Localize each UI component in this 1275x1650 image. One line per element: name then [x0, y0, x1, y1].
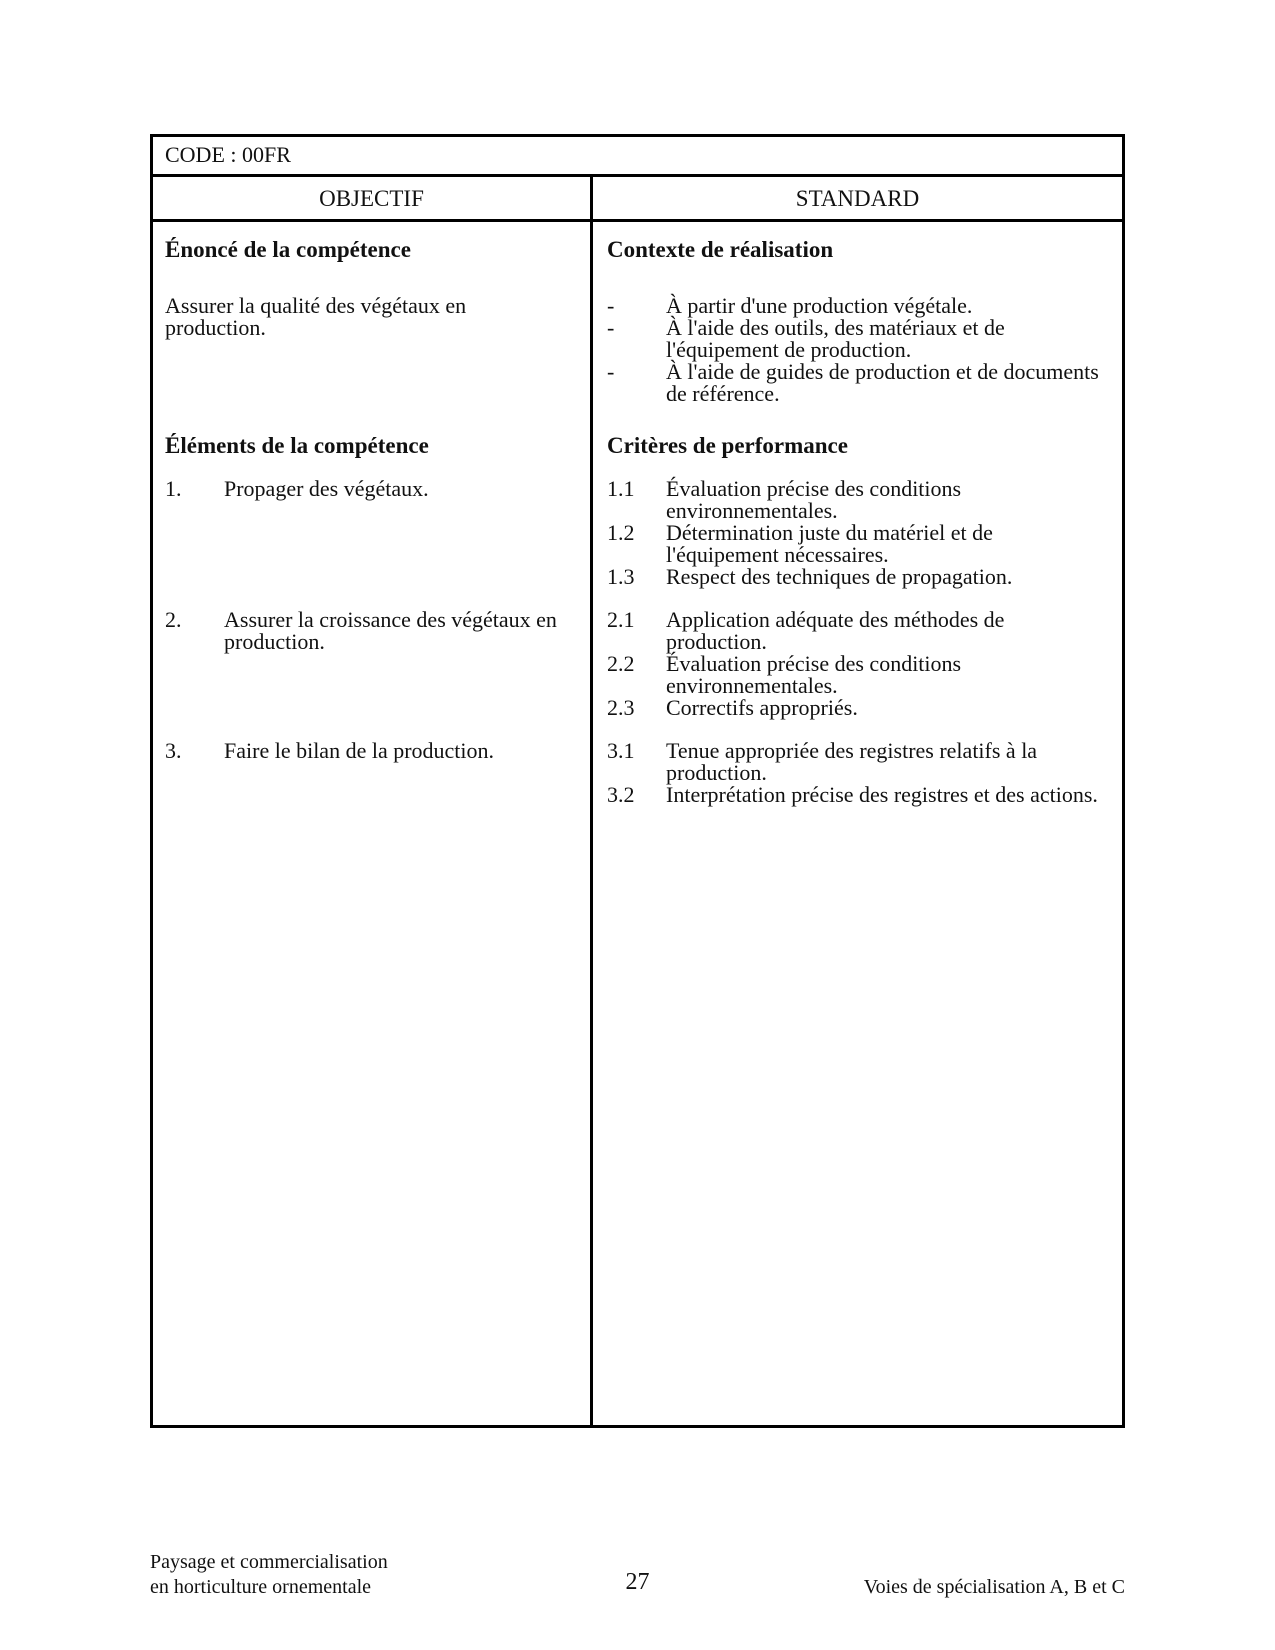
- critere-item: [607, 697, 1110, 719]
- contexte-item: [607, 317, 1110, 361]
- criteres-group-2: [607, 609, 1110, 719]
- enonce-heading: Énoncé de la compétence: [165, 237, 411, 262]
- contexte-list: [607, 295, 1110, 405]
- objectif-header: OBJECTIF: [319, 186, 424, 211]
- critere-text: Respect des techniques de propagation.: [666, 564, 1013, 589]
- element-number: 1.: [165, 476, 182, 501]
- standard-column: [607, 222, 1110, 1425]
- critere-number: 2.3: [607, 695, 635, 720]
- critere-text: Détermination juste du matériel et de l'équipement nécessaires.: [666, 520, 993, 567]
- code-row: CODE : 00FR: [153, 137, 1122, 177]
- bullet-dash: -: [607, 293, 615, 318]
- footer-program-line1: Paysage et commercialisation: [150, 1551, 388, 1573]
- critere-item: [607, 609, 1110, 653]
- contexte-text: À l'aide de guides de production et de documents de référence.: [666, 359, 1099, 406]
- critere-number: 2.1: [607, 607, 635, 632]
- critere-item: [607, 653, 1110, 697]
- critere-text: Correctifs appropriés.: [666, 695, 858, 720]
- critere-number: 1.1: [607, 476, 635, 501]
- objectif-column: [165, 222, 580, 1425]
- critere-item: [607, 478, 1110, 522]
- contexte-text: À partir d'une production végétale.: [666, 293, 973, 318]
- element-item: [165, 478, 580, 500]
- element-text: Propager des végétaux.: [224, 476, 429, 501]
- criteres-group-3: [607, 740, 1110, 806]
- contexte-text: À l'aide des outils, des matériaux et de l'équipement de production.: [666, 315, 1005, 362]
- element-item: [165, 740, 580, 762]
- critere-item: [607, 784, 1110, 806]
- critere-number: 3.2: [607, 782, 635, 807]
- criteres-heading: Critères de performance: [607, 433, 848, 458]
- element-text: Faire le bilan de la production.: [224, 738, 495, 763]
- bullet-dash: -: [607, 359, 615, 384]
- critere-number: 1.3: [607, 564, 635, 589]
- critere-number: 1.2: [607, 520, 635, 545]
- criteres-group-1: [607, 478, 1110, 588]
- footer-left: [150, 1550, 388, 1600]
- enonce-text: Assurer la qualité des végétaux en production.: [165, 293, 467, 340]
- bullet-dash: -: [607, 315, 615, 340]
- critere-item: [607, 566, 1110, 588]
- footer-right: Voies de spécialisation A, B et C: [863, 1576, 1125, 1598]
- critere-text: Application adéquate des méthodes de production.: [666, 607, 1005, 654]
- critere-number: 3.1: [607, 738, 635, 763]
- elements-heading: Éléments de la compétence: [165, 433, 429, 458]
- critere-text: Interprétation précise des registres et des actions.: [666, 782, 1098, 807]
- contexte-item: [607, 295, 1110, 317]
- critere-item: [607, 740, 1110, 784]
- element-number: 3.: [165, 738, 182, 763]
- column-divider: [590, 177, 593, 1425]
- critere-text: Évaluation précise des conditions environnementales.: [666, 476, 962, 523]
- critere-text: Tenue appropriée des registres relatifs à la production.: [666, 738, 1038, 785]
- element-number: 2.: [165, 607, 182, 632]
- competence-table: [150, 134, 1125, 1428]
- footer-program-line2: en horticulture ornementale: [150, 1576, 372, 1598]
- element-text: Assurer la croissance des végétaux en production.: [224, 607, 557, 654]
- critere-text: Évaluation précise des conditions environnementales.: [666, 651, 962, 698]
- page-number: 27: [625, 1569, 650, 1595]
- standard-header: STANDARD: [795, 186, 920, 211]
- contexte-heading: Contexte de réalisation: [607, 237, 834, 262]
- header-row: [153, 177, 1122, 222]
- contexte-item: [607, 361, 1110, 405]
- critere-item: [607, 522, 1110, 566]
- element-item: [165, 609, 580, 653]
- critere-number: 2.2: [607, 651, 635, 676]
